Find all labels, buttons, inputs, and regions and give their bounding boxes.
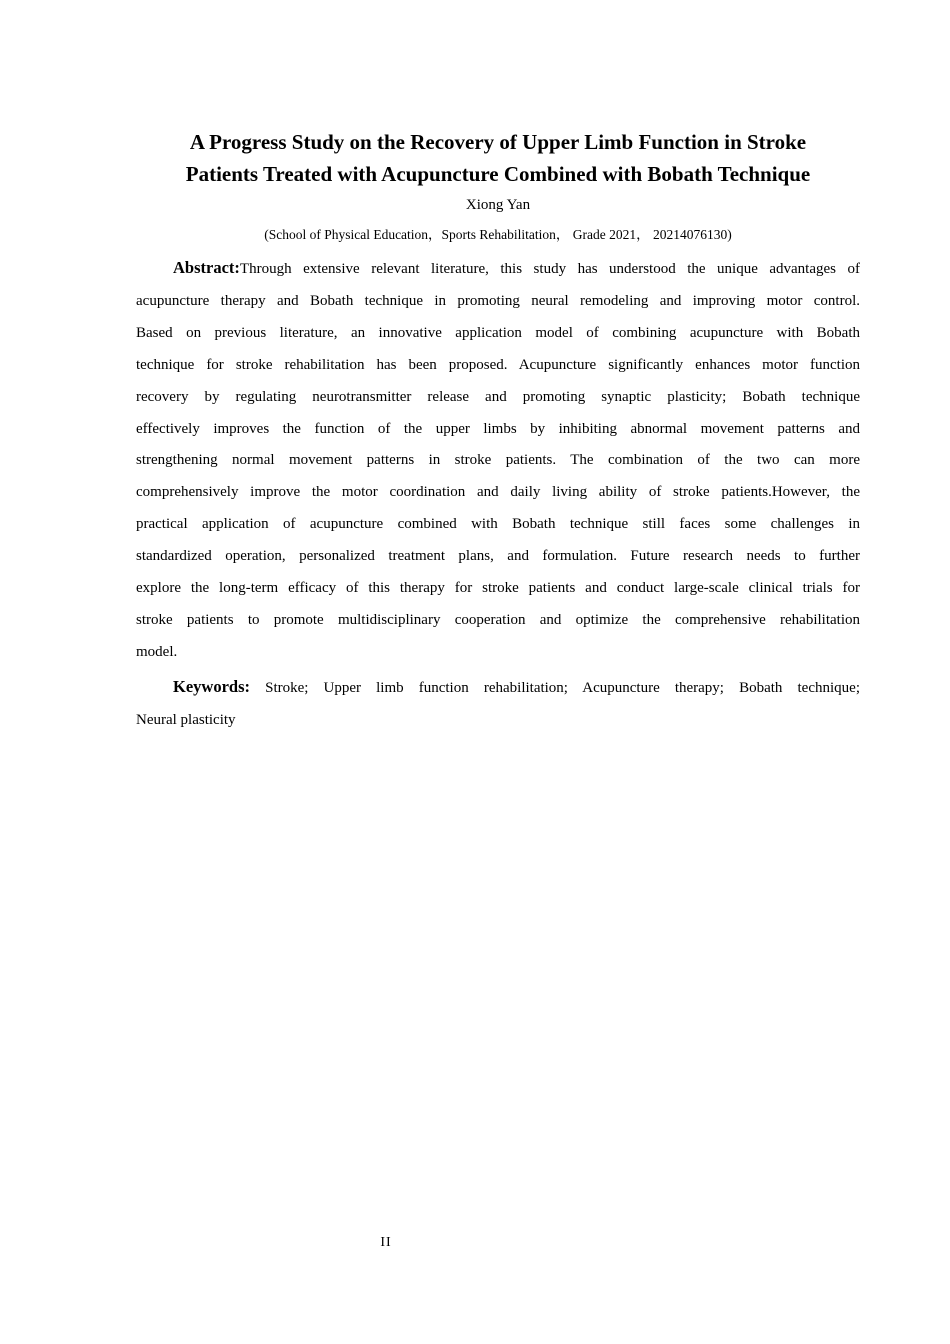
abstract-line: strengthening normal movement patterns in stroke patients. The combination of the two can more xyxy=(136,452,860,469)
abstract-line-text: Through extensive relevant literature, this study has understood the unique advantages of xyxy=(239,261,860,277)
abstract-line: stroke patients to promote multidisciplinary cooperation and optimize the comprehensive rehabilitation xyxy=(136,611,860,628)
page-content xyxy=(136,126,860,737)
abstract-line: standardized operation, personalized treatment plans, and formulation. Future research needs to further xyxy=(136,548,860,565)
abstract-line xyxy=(136,252,860,286)
author-name: Xiong Yan xyxy=(465,197,531,213)
abstract-line: practical application of acupuncture combined with Bobath technique still faces some challenges in xyxy=(136,516,860,533)
document-title xyxy=(136,126,860,190)
page-number: II xyxy=(380,1235,392,1250)
keywords-section xyxy=(136,671,860,737)
abstract-line: effectively improves the function of the upper limbs by inhibiting abnormal movement patterns and xyxy=(136,420,860,437)
abstract-line: technique for stroke rehabilitation has been proposed. Acupuncture significantly enhances motor function xyxy=(136,356,860,373)
document-title-line-2: Patients Treated with Acupuncture Combined with Bobath Technique xyxy=(185,162,811,186)
abstract-line: Based on previous literature, an innovative application model of combining acupuncture with Bobath xyxy=(136,324,860,341)
author-affiliation: (School of Physical Education，Sports Rehabilitation， Grade 2021， 20214076130) xyxy=(264,227,732,242)
abstract-line: recovery by regulating neurotransmitter release and promoting synaptic plasticity; Bobath technique xyxy=(136,388,860,405)
abstract-line: model. xyxy=(136,643,178,660)
keywords-line: Neural plasticity xyxy=(136,711,236,728)
keywords-heading: Keywords: xyxy=(173,676,250,696)
abstract-line: explore the long-term efficacy of this therapy for stroke patients and conduct large-scale clinical trials for xyxy=(136,580,860,597)
keywords-line-text: Stroke; Upper limb function rehabilitation; Acupuncture therapy; Bobath technique; xyxy=(250,679,860,696)
document-title-line-1: A Progress Study on the Recovery of Upper Limb Function in Stroke xyxy=(189,130,807,154)
keywords-line xyxy=(136,671,860,705)
abstract-line: acupuncture therapy and Bobath technique in promoting neural remodeling and improving motor control. xyxy=(136,292,860,309)
abstract-section xyxy=(136,252,860,669)
abstract-line: comprehensively improve the motor coordination and daily living ability of stroke patients.However, the xyxy=(136,484,860,501)
abstract-heading: Abstract: xyxy=(173,258,240,277)
